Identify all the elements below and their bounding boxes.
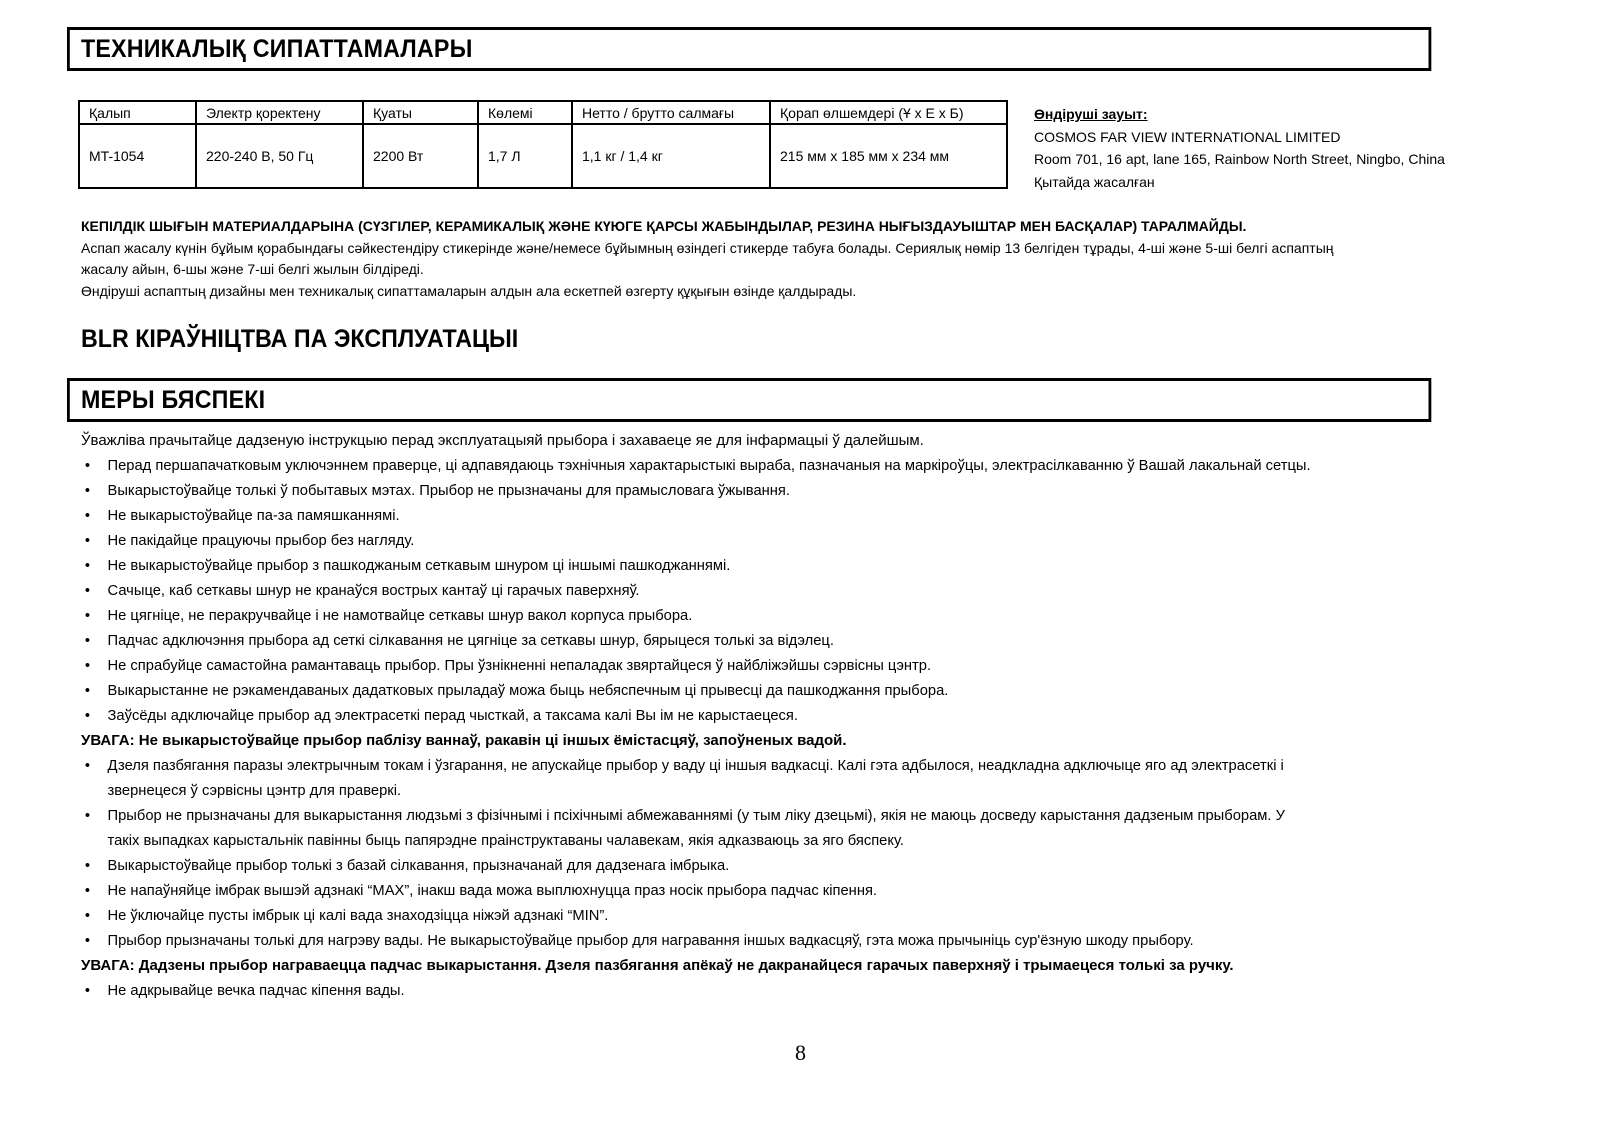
spec-table-header-row <box>79 101 1007 124</box>
spec-cell-power-supply: 220-240 В, 50 Гц <box>196 124 363 188</box>
section-title-specs: ТЕХНИКАЛЫҚ СИПАТТАМАЛАРЫ <box>67 27 1431 71</box>
page-number: 8 <box>795 1040 806 1065</box>
spec-cell-box-size: 215 мм х 185 мм х 234 мм <box>770 124 1007 188</box>
production-date-line-1: Аспап жасалу күнін бұйым қорабындағы сәйкестендіру стикерінде және/немесе бұйымның өзіндегі стикерде табуға болады. Сериялық нөмір 13 белгіден тұрады, 4-ші және 5-ші белгі аспаптың <box>81 240 1334 256</box>
safety-instructions <box>81 428 1541 1003</box>
list-item: • Перад першапачатковым уключэннем праверце, ці адпавядаюць тэхнічныя характарыстыкі выраба, пазначаныя на маркіроўцы, электрасілкаванню ў Вашай лакальнай сетцы. <box>81 453 1515 478</box>
list-item: • Не цягніце, не перакручвайце і не намотвайце сеткавы шнур вакол корпуса прыбора. <box>81 603 1515 628</box>
list-item-line: такіх выпадках карыстальнік павінны быць папярэдне праінструктаваны чалавекам, якія адказваюць за яго бяспеку. <box>107 832 904 849</box>
list-item: • Не выкарыстоўвайце прыбор з пашкоджаным сеткавым шнуром ці іншымі пашкоджаннямі. <box>81 553 1515 578</box>
list-item: • Не пакідайце працуючы прыбор без нагляду. <box>81 528 1515 553</box>
list-item: • Не ўключайце пусты імбрык ці калі вада знаходзіцца ніжэй адзнакі “MIN”. <box>81 903 1515 928</box>
manual-title: BLR КІРАЎНІЦТВА ПА ЭКСПЛУАТАЦЫІ <box>81 325 519 353</box>
list-item: • Падчас адключэння прыбора ад сеткі сілкавання не цягніце за сеткавы шнур, бярыцеся толькі за відэлец. <box>81 628 1515 653</box>
safety-intro: Ўважліва прачытайце дадзеную інструкцыю перад эксплуатацыяй прыбора і захаваеце яе для інфармацыі ў далейшым. <box>81 432 924 449</box>
spec-header-volume: Көлемі <box>478 101 572 124</box>
manufacturer-block <box>1034 103 1445 193</box>
spec-header-power-supply: Электр қоректену <box>196 101 363 124</box>
rights-notice: Өндіруші аспаптың дизайны мен техникалық сипаттамаларын алдын ала ескетпей өзгерту құқығын өзінде қалдырады. <box>81 283 857 299</box>
spec-header-power: Қуаты <box>363 101 478 124</box>
production-date-line-2: жасалу айын, 6-шы және 7-ші белгі жылын білдіреді. <box>81 261 424 277</box>
manufacturer-title: Өндіруші зауыт: <box>1034 106 1148 122</box>
manufacturer-address: Room 701, 16 apt, lane 165, Rainbow North Street, Ningbo, China <box>1034 151 1445 167</box>
list-item: • Сачыце, каб сеткавы шнур не кранаўся вострых кантаў ці гарачых паверхняў. <box>81 578 1515 603</box>
section-title-safety: МЕРЫ БЯСПЕКІ <box>67 378 1431 422</box>
warning-hot-surface: УВАГА: Дадзены прыбор награваецца падчас выкарыстання. Дзеля пазбягання апёкаў не дакранайцеся гарачых паверхняў і трымаецеся толькі за ручку. <box>81 957 1234 974</box>
list-item-line: • Прыбор не прызначаны для выкарыстання людзьмі з фізічнымі і псіхічнымі абмежаваннямі (у тым ліку дзецьмі), якія не маюць досведу карыстання дадзеным прыборам. У <box>107 807 1285 824</box>
manufacturer-country: Қытайда жасалған <box>1034 173 1155 190</box>
spec-cell-volume: 1,7 Л <box>478 124 572 188</box>
spec-header-box-size: Қорап өлшемдері (Ұ х Е х Б) <box>770 101 1007 124</box>
list-item: • Не адкрывайце вечка падчас кіпення вады. <box>81 978 1515 1003</box>
warning-water: УВАГА: Не выкарыстоўвайце прыбор паблізу ваннаў, ракавін ці іншых ёмістасцяў, запоўненых вадой. <box>81 732 847 749</box>
list-item: • Не спрабуйце самастойна рамантаваць прыбор. Пры ўзнікненні непаладак звяртайцеся ў найбліжэйшы сэрвісны цэнтр. <box>81 653 1515 678</box>
list-item: • Выкарыстанне не рэкамендаваных дадатковых прыладаў можа быць небяспечным ці прывесці да пашкоджання прыбора. <box>81 678 1515 703</box>
list-item-line: • Дзеля пазбягання паразы электрычным токам і ўзгарання, не апускайце прыбор у ваду ці іншыя вадкасці. Калі гэта адбылося, неадкладна адключыце яго ад электрасеткі і <box>107 757 1284 774</box>
list-item: • Выкарыстоўвайце прыбор толькі з базай сілкавання, прызначанай для дадзенага імбрыка. <box>81 853 1515 878</box>
spec-cell-model: MT-1054 <box>79 124 196 188</box>
spec-table-row <box>79 124 1007 188</box>
warranty-notice: КЕПІЛДІК ШЫҒЫН МАТЕРИАЛДАРЫНА (СҮЗГІЛЕР, КЕРАМИКАЛЫҚ ЖӘНЕ КҮЮГЕ ҚАРСЫ ЖАБЫНДЫЛАР, РЕЗИНА НЫҒЫЗДАУЫШТАР МЕН БАСҚАЛАР) ТАРАЛМАЙДЫ. <box>81 218 1247 234</box>
list-item: • Не выкарыстоўвайце па-за памяшканнямі. <box>81 503 1515 528</box>
spec-header-model: Қалып <box>79 101 196 124</box>
manufacturer-name: COSMOS FAR VIEW INTERNATIONAL LIMITED <box>1034 128 1341 145</box>
list-item: • Выкарыстоўвайце толькі ў побытавых мэтах. Прыбор не прызначаны для прамысловага ўжывання. <box>81 478 1515 503</box>
spec-table <box>78 100 1008 189</box>
list-item: • Не напаўняйце імбрак вышэй адзнакі “MAX”, інакш вада можа выплюхнуцца праз носік прыбора падчас кіпення. <box>81 878 1515 903</box>
list-item: • Заўсёды адключайце прыбор ад электрасеткі перад чысткай, а таксама калі Вы ім не карыстаецеся. <box>81 703 1515 728</box>
list-item-line: звернецеся ў сэрвісны цэнтр для праверкі. <box>107 782 402 799</box>
list-item <box>81 803 1515 853</box>
spec-cell-weight: 1,1 кг / 1,4 кг <box>572 124 770 188</box>
spec-cell-power: 2200 Вт <box>363 124 478 188</box>
list-item: • Прыбор прызначаны толькі для нагрэву вады. Не выкарыстоўвайце прыбор для награвання іншых вадкасцяў, гэта можа прычыніць сур'ёзную шкоду прыбору. <box>81 928 1515 953</box>
spec-header-weight: Нетто / брутто салмағы <box>572 101 770 124</box>
list-item <box>81 753 1515 803</box>
